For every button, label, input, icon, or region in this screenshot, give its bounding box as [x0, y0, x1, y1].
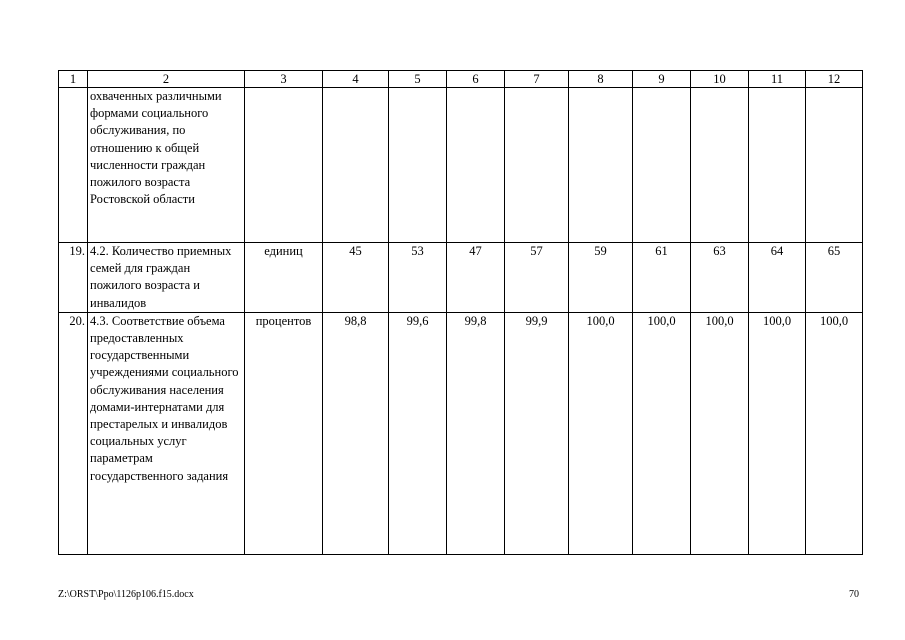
indicator-description-cell: 4.3. Соответствие объема предоставленных государственными учреждениями социального обслуживания населения домами-интернатами для престарелых и инвалидов социальных услуг параметрам государственного задания [88, 312, 245, 554]
value-cell: 65 [806, 243, 863, 313]
header-cell: 2 [88, 71, 245, 88]
row-number-cell [59, 88, 88, 243]
value-cell [691, 88, 749, 243]
table-row [59, 312, 863, 554]
table-header-row [59, 71, 863, 88]
value-cell: 99,8 [447, 312, 505, 554]
value-cell [447, 88, 505, 243]
indicators-table [58, 70, 863, 555]
value-cell: 100,0 [749, 312, 806, 554]
value-cell [749, 88, 806, 243]
value-cell [569, 88, 633, 243]
value-cell: 100,0 [691, 312, 749, 554]
header-cell: 1 [59, 71, 88, 88]
table-row [59, 243, 863, 313]
header-cell: 11 [749, 71, 806, 88]
footer-file-path: Z:\ORST\Ppo\1126p106.f15.docx [58, 589, 194, 600]
row-number-cell: 19. [59, 243, 88, 313]
unit-cell: процентов [245, 312, 323, 554]
header-cell: 8 [569, 71, 633, 88]
value-cell: 99,6 [389, 312, 447, 554]
value-cell: 100,0 [569, 312, 633, 554]
unit-cell [245, 88, 323, 243]
value-cell: 100,0 [806, 312, 863, 554]
header-cell: 3 [245, 71, 323, 88]
header-cell: 4 [323, 71, 389, 88]
value-cell: 63 [691, 243, 749, 313]
header-cell: 10 [691, 71, 749, 88]
value-cell [633, 88, 691, 243]
value-cell: 98,8 [323, 312, 389, 554]
header-cell: 5 [389, 71, 447, 88]
value-cell [323, 88, 389, 243]
value-cell: 53 [389, 243, 447, 313]
value-cell: 47 [447, 243, 505, 313]
header-cell: 7 [505, 71, 569, 88]
value-cell: 59 [569, 243, 633, 313]
value-cell: 99,9 [505, 312, 569, 554]
value-cell: 64 [749, 243, 806, 313]
indicator-description-cell: 4.2. Количество приемных семей для граждан пожилого возраста и инвалидов [88, 243, 245, 313]
table-row [59, 88, 863, 243]
header-cell: 9 [633, 71, 691, 88]
unit-cell: единиц [245, 243, 323, 313]
value-cell [389, 88, 447, 243]
indicator-description-cell: охваченных различными формами социального обслуживания, по отношению к общей численности граждан пожилого возраста Ростовской области [88, 88, 245, 243]
value-cell: 57 [505, 243, 569, 313]
value-cell [505, 88, 569, 243]
header-cell: 12 [806, 71, 863, 88]
value-cell [806, 88, 863, 243]
page-number: 70 [849, 589, 859, 600]
value-cell: 61 [633, 243, 691, 313]
header-cell: 6 [447, 71, 505, 88]
row-number-cell: 20. [59, 312, 88, 554]
value-cell: 100,0 [633, 312, 691, 554]
value-cell: 45 [323, 243, 389, 313]
